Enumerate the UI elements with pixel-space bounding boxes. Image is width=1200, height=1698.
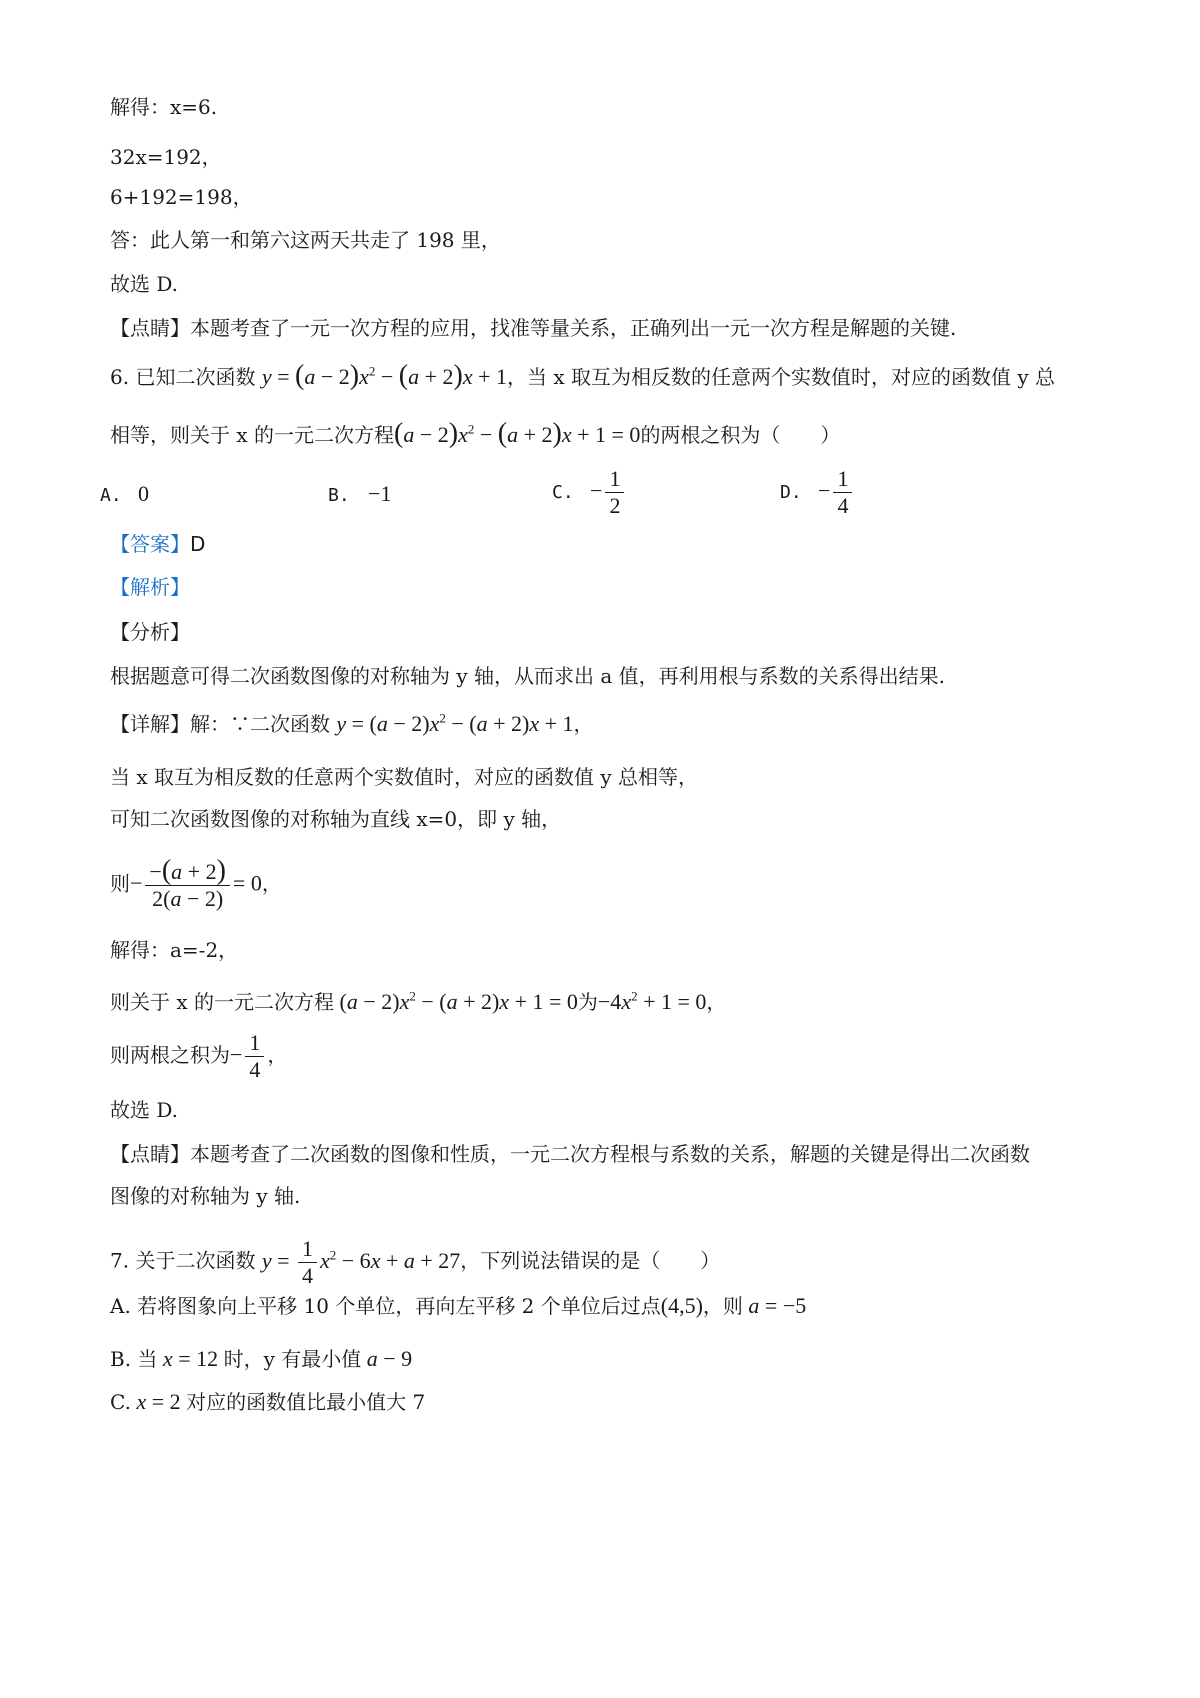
step5-suffix: ， (706, 990, 727, 1014)
solution-step-7: 故选 D. (110, 1098, 179, 1122)
q7-stem-b: ，下列说法错误的是（ ） (460, 1248, 721, 1273)
dianjing-line-2b: 图像的对称轴为 y 轴. (110, 1184, 301, 1208)
q7-option-b-a: B. 当 (110, 1347, 158, 1371)
answer-tag: 【答案】 (110, 532, 190, 556)
dianjing-line (110, 314, 956, 342)
choice-line: 故选 D. (110, 272, 179, 296)
q6-stem-d: 的两根之积为（ ） (640, 423, 841, 447)
q7-option-c-b: 对应的函数值比最小值大 7 (186, 1390, 426, 1414)
q6-stem-line-1 (110, 362, 1055, 391)
option-a-value: 0 (138, 481, 150, 506)
q6-function-formula: $y = (a - 2)x^2 - (a + 2)x + 1$ (261, 360, 508, 391)
q6-stem-a: 已知二次函数 (135, 365, 256, 389)
axis-fraction: $\frac{-(a + 2)}{2(a - 2)}$ (145, 858, 230, 912)
q7-formula: y = $\frac{1}{4}$ $x^2 - 6x + a + 27$ (261, 1236, 461, 1288)
solution-step-6: 则两根之积为− $\frac{1}{4}$ ， (110, 1030, 288, 1082)
q6-stem-b: ，当 x 取互为相反数的任意两个实数值时，对应的函数值 y 总 (507, 365, 1056, 389)
answer-line: 答：此人第一和第六这两天共走了 198 里， (110, 228, 501, 252)
step6-suffix: ， (267, 1043, 288, 1067)
xiangjie-tag: 【详解】 (110, 712, 190, 736)
q7-option-c-a: C. (110, 1390, 131, 1414)
option-c-label: C. (552, 482, 574, 503)
xiangjie-line (110, 710, 594, 738)
analysis-tag: 【解析】 (110, 575, 190, 599)
q6-option-c: C. − $\frac{1}{2}$ (552, 466, 627, 519)
step3-prefix: 则 (110, 871, 130, 896)
solution-step-3: 则− $\frac{-(a + 2)}{2(a - 2)}$ = 0， (110, 855, 282, 911)
dianjing-tag: 【点睛】 (110, 316, 190, 340)
q7-number: 7. (110, 1248, 130, 1273)
option-b-label: B. (328, 485, 350, 506)
option-c-fraction: $\frac{1}{2}$ (605, 466, 624, 519)
q7-option-b: B. 当 x = 12 时，y 有最小值 a − 9 (110, 1346, 413, 1371)
solution-step-5: 则关于 x 的一元二次方程 $(a - 2)x^2 - (a + 2)x + 1 = 0$为$-4x^2 + 1 = 0$， (110, 988, 727, 1014)
q7-option-a-text: A. 若将图象向上平移 10 个单位，再向左平移 2 个单位后过点 (110, 1294, 661, 1318)
q7-option-b-b: 时，y 有最小值 (223, 1347, 362, 1371)
solution-line-2: 32x=192， (110, 145, 222, 169)
fenxi-tag: 【分析】 (110, 620, 190, 644)
q6-option-a (100, 480, 149, 510)
step5-prefix: 则关于 x 的一元二次方程 (110, 990, 334, 1014)
option-d-fraction: $\frac{1}{4}$ (833, 466, 852, 519)
solution-step-2: 可知二次函数图像的对称轴为直线 x=0，即 y 轴， (110, 807, 562, 831)
solution-step-1: 当 x 取互为相反数的任意两个实数值时，对应的函数值 y 总相等， (110, 765, 699, 789)
q7-option-a-suffix: ，则 (702, 1294, 743, 1318)
xiangjie-formula: $y = (a - 2)x^2 - (a + 2)x + 1$ (336, 710, 574, 736)
product-fraction: $\frac{1}{4}$ (245, 1030, 264, 1083)
step5-mid: 为 (577, 990, 598, 1014)
dianjing-tag-2: 【点睛】 (110, 1142, 190, 1166)
q6-stem-c: 相等，则关于 x 的一元二次方程 (110, 423, 394, 447)
dianjing-line-2 (110, 1140, 1030, 1168)
xiangjie-a: 解：∵二次函数 (190, 712, 330, 736)
xiangjie-b: ， (573, 712, 594, 736)
answer-label (110, 530, 205, 558)
q6-equation-formula: $(a - 2)x^2 - (a + 2)x + 1 = 0$ (394, 418, 641, 449)
q7-stem-line (110, 1236, 720, 1289)
step3-suffix: ， (261, 871, 282, 896)
step6-prefix: 则两根之积为 (110, 1043, 230, 1067)
q7-option-a-point: (4,5) (660, 1293, 703, 1318)
option-d-label: D. (780, 482, 802, 503)
q7-option-c: C. x = 2 对应的函数值比最小值大 7 (110, 1389, 426, 1414)
q6-option-d: D. − $\frac{1}{4}$ (780, 466, 855, 519)
answer-value: D (190, 532, 206, 556)
option-b-value: −1 (368, 481, 392, 506)
q6-option-b (328, 480, 391, 510)
q6-stem-line-2 (110, 420, 840, 449)
q7-stem-a: 关于二次函数 (135, 1248, 256, 1273)
option-a-label: A. (100, 485, 122, 506)
solution-step-4: 解得：a=-2， (110, 938, 239, 962)
dianjing-text-2a: 本题考查了二次函数的图像和性质，一元二次方程根与系数的关系，解题的关键是得出二次函数 (190, 1142, 1030, 1166)
fenxi-text: 根据题意可得二次函数图像的对称轴为 y 轴，从而求出 a 值，再利用根与系数的关系得出结果. (110, 664, 946, 688)
dianjing-text: 本题考查了一元一次方程的应用，找准等量关系，正确列出一元一次方程是解题的关键. (190, 316, 957, 340)
q6-number: 6. (110, 365, 130, 389)
solution-line-3: 6+192=198， (110, 185, 253, 209)
q7-option-a: A. 若将图象向上平移 10 个单位，再向左平移 2 个单位后过点(4,5)，则 a = −5 (110, 1293, 807, 1318)
solution-line-1: 解得：x=6. (110, 95, 218, 119)
